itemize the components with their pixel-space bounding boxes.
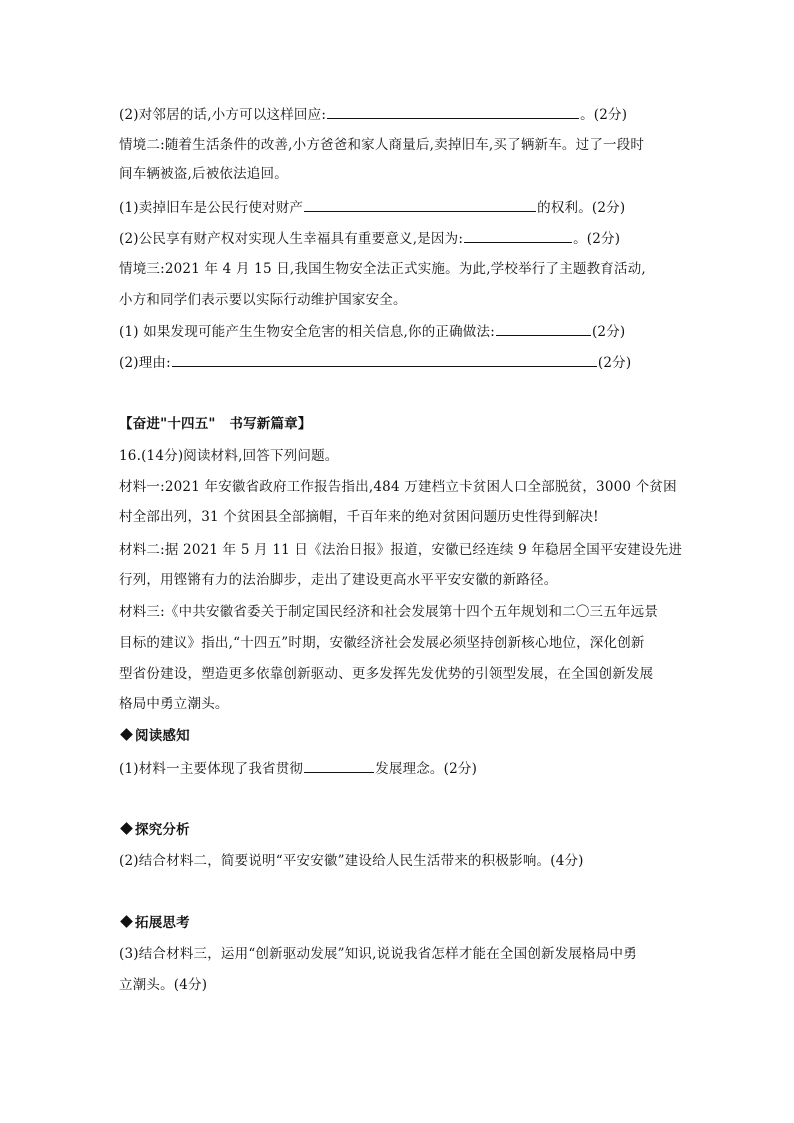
- extension-heading: [119, 913, 190, 933]
- analysis-heading-text: 探究分析: [135, 822, 190, 838]
- scenario1-q2-suffix: 。(2分): [580, 107, 628, 123]
- scenario3-question1: [119, 321, 625, 342]
- scenario1-q2-prefix: (2)对邻居的话,小方可以这样回应:: [119, 107, 327, 123]
- scenario2-q1-suffix: 的权利。(2分): [537, 200, 626, 216]
- scenario3-q1-prefix: (1) 如果发现可能产生生物安全危害的相关信息,你的正确做法:: [119, 324, 495, 340]
- analysis-question2: (2)结合材料二，简要说明“平安安徽”建设给人民生活带来的积极影响。(4分): [119, 853, 584, 869]
- answer-blank[interactable]: [304, 197, 536, 212]
- scenario2-q1-prefix: (1)卖掉旧车是公民行使对财产: [119, 200, 304, 216]
- scenario2-question2: [119, 228, 620, 249]
- section-heading: 【奋进"十四五" 书写新篇章】: [119, 416, 312, 432]
- reading-question1: [119, 758, 477, 779]
- analysis-heading: [119, 820, 190, 840]
- question-16-stem: 16.(14分)阅读材料,回答下列问题。: [119, 448, 339, 464]
- diamond-bullet-icon: [120, 728, 133, 741]
- material3-line4: 格局中勇立潮头。: [119, 696, 229, 712]
- answer-blank[interactable]: [304, 758, 374, 773]
- scenario3-q2-prefix: (2)理由:: [119, 355, 171, 371]
- material2-line1: 材料二:据 2021 年 5 月 11 日《法治日报》报道，安徽已经连续 9 年稳居全国平安建设先进: [119, 542, 683, 558]
- scenario2-intro-line2: 间车辆被盗,后被依法追回。: [119, 166, 288, 182]
- answer-blank[interactable]: [464, 228, 572, 243]
- scenario2-q2-prefix: (2)公民享有财产权对实现人生幸福具有重要意义,是因为:: [119, 231, 464, 247]
- diamond-bullet-icon: [120, 915, 133, 928]
- scenario2-q2-suffix: 。(2分): [573, 231, 621, 247]
- scenario3-question2: [119, 352, 631, 373]
- scenario2-intro-line1: 情境二:随着生活条件的改善,小方爸爸和家人商量后,卖掉旧车,买了辆新车。过了一段时: [119, 137, 645, 153]
- material1-line1: 材料一:2021 年安徽省政府工作报告指出,484 万建档立卡贫困人口全部脱贫，3000 个贫困: [119, 479, 677, 495]
- answer-blank[interactable]: [172, 352, 597, 367]
- scenario3-q1-suffix: (2分): [591, 324, 626, 340]
- scenario2-question1: [119, 197, 625, 218]
- material3-line2: 目标的建议》指出,“十四五”时期，安徽经济社会发展必须坚持创新核心地位，深化创新: [119, 635, 645, 651]
- scenario3-intro-line1: 情境三:2021 年 4 月 15 日,我国生物安全法正式实施。为此,学校举行了主题教育活动,: [119, 261, 646, 277]
- answer-blank[interactable]: [496, 321, 591, 336]
- extension-question3-line1: (3)结合材料三，运用“创新驱动发展”知识,说说我省怎样才能在全国创新发展格局中勇: [119, 946, 637, 962]
- scenario3-q2-suffix: (2分): [597, 355, 632, 371]
- scenario1-question2: [119, 104, 627, 125]
- material3-line3: 型省份建设，塑造更多依靠创新驱动、更多发挥先发优势的引领型发展，在全国创新发展: [119, 666, 654, 682]
- material3-line1: 材料三:《中共安徽省委关于制定国民经济和社会发展第十四个五年规划和二〇三五年远景: [119, 604, 659, 620]
- reading-q1-prefix: (1)材料一主要体现了我省贯彻: [119, 761, 304, 777]
- reading-heading-text: 阅读感知: [135, 728, 190, 744]
- answer-blank[interactable]: [327, 104, 579, 119]
- scenario3-intro-line2: 小方和同学们表示要以实际行动维护国家安全。: [119, 292, 407, 308]
- reading-q1-suffix: 发展理念。(2分): [375, 761, 478, 777]
- extension-question3-line2: 立潮头。(4分): [119, 977, 208, 993]
- diamond-bullet-icon: [120, 822, 133, 835]
- material2-line2: 行列，用铿锵有力的法治脚步，走出了建设更高水平平安安徽的新路径。: [119, 572, 558, 588]
- material1-line2: 村全部出列，31 个贫困县全部摘帽，千百年来的绝对贫困问题历史性得到解决!: [119, 509, 599, 525]
- reading-heading: [119, 726, 190, 746]
- extension-heading-text: 拓展思考: [135, 915, 190, 931]
